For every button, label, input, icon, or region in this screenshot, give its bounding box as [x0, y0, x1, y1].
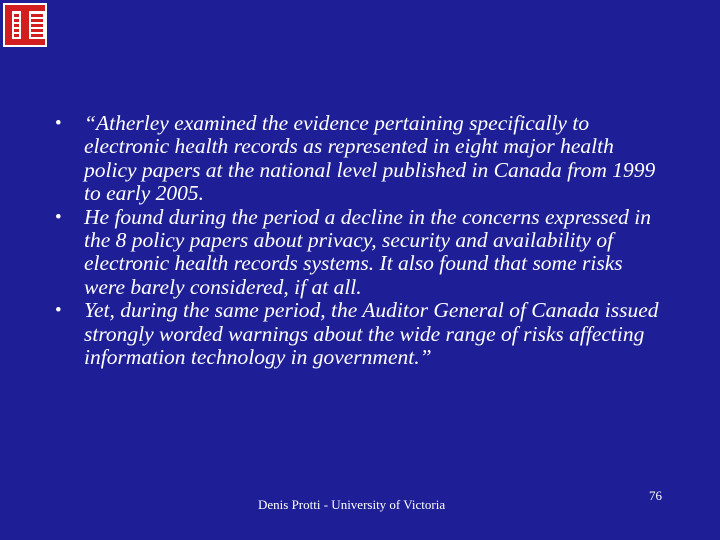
bullet-item: [55, 206, 665, 300]
bullet-item: [55, 112, 665, 206]
bullet-text: “Atherley examined the evidence pertaining specifically to electronic health records as represented in eight major health policy papers at the national level published in Canada from 1999 to early 2005.: [84, 111, 656, 206]
bullet-marker: •: [55, 300, 62, 322]
university-logo-icon: [3, 3, 47, 47]
footer-text: Denis Protti - University of Victoria: [258, 497, 446, 512]
bullet-list: [55, 112, 665, 369]
bullet-text: He found during the period a decline in the concerns expressed in the 8 policy papers about privacy, security and availability of electronic health records systems. It also found that some risks were barely considered, if at all.: [84, 204, 652, 299]
bullet-text: Yet, during the same period, the Auditor General of Canada issued strongly worded warnings about the wide range of risks affecting information technology in government.”: [84, 298, 659, 370]
bullet-marker: •: [55, 113, 62, 134]
bullet-marker: •: [55, 206, 62, 228]
page-number: 76: [649, 488, 662, 503]
bullet-item: [55, 299, 665, 369]
